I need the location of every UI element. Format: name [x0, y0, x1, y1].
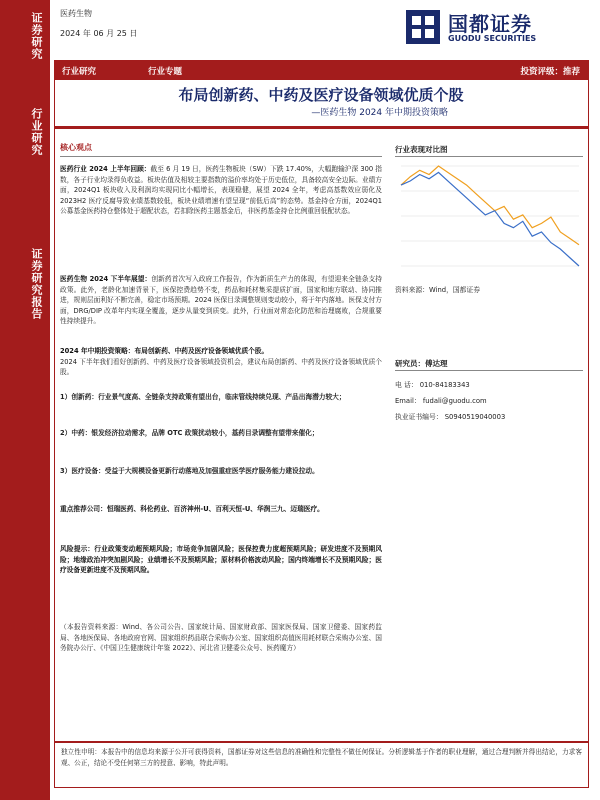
paragraph-strategy [60, 346, 382, 378]
header-date: 2024 年 06 月 25 日 [60, 29, 138, 38]
report-type-band [54, 60, 588, 80]
core-views-heading: 核心观点 [60, 143, 92, 152]
paragraph-h1-review [60, 164, 382, 217]
p1-body: 截至 6 月 19 日，医药生物板块（SW）下跌 17.40%，大幅跑输沪深 300 指数，各子行业均录得负收益。板块估值及相较主要指数的溢价率均处于历史低位，具备较高安全边际。业绩方面，2024Q1 板块收入及利润均实现同比小幅增长，表现稳健，展望 2024 全年，考虑高基数效应弱化及 2023H2 医疗反腐导致业绩基数较低，板块业绩增速有望呈现“前低后高”的态势。基金持仓方面，2024Q1 公募基金医药持仓整体处于超配状态，若扣除医药主题基金后，非医药基金持仓比例重回低配状态。 [60, 165, 382, 216]
paragraph-recommended [60, 504, 382, 515]
performance-chart [395, 160, 585, 280]
left-side-bar [0, 0, 50, 800]
disclaimer-box [54, 742, 589, 788]
analyst-email[interactable]: Email： fudali@guodu.com [395, 397, 487, 405]
p2-heading: 医药生物 2024 下半年展望： [60, 275, 152, 283]
paragraph-innovative-drugs: 1）创新药：行业景气度高、全链条支持政策有望出台，临床管线持续兑现、产品出海潜力较大； [60, 393, 346, 401]
report-title: 布局创新药、中药及医疗设备领域优质个股 [178, 86, 464, 104]
paragraph-devices: 3）医疗设备：受益于大规模设备更新行动落地及加强重症医学医疗服务能力建设拉动。 [60, 467, 319, 475]
analyst-name: 研究员：傅达理 [395, 359, 448, 368]
p1-heading: 医药行业 2024 上半年回顾： [60, 165, 151, 173]
chart-source: 资料来源：Wind，国都证券 [395, 286, 481, 294]
p3-heading: 2024 年中期投资策略：布局创新药、中药及医疗设备领域优质个股。 [60, 347, 269, 355]
sidebar-label-industry-research: 行业研究 [30, 108, 43, 156]
company-logo [404, 6, 584, 50]
paragraph-tcm: 2）中药：银发经济拉动需求，品牌 OTC 政策扰动较小，基药目录调整有望带来催化； [60, 429, 319, 437]
p3-body: 2024 下半年我们看好创新药、中药及医疗设备领域投资机会，建议布局创新药、中药及医疗设备领域优质个股。 [60, 357, 382, 377]
analyst-phone: 电 话： 010-84183343 [395, 381, 470, 389]
p8-body: 行业政策变动超预期风险；市场竞争加剧风险；医保控费力度超预期风险；研发进度不及预期风险；地缘政治冲突加剧风险；业绩增长不及预期风险；原材料价格波动风险；国内终端增长不及预期风险；医疗设备更新进度不及预期风险。 [60, 545, 383, 575]
title-divider [54, 126, 588, 129]
p8-heading: 风险提示： [60, 545, 95, 553]
sidebar-label-securities-research: 证券研究 [30, 12, 43, 60]
chart-title-rule [395, 156, 583, 157]
paragraph-h2-outlook [60, 274, 382, 327]
analyst-rule [395, 370, 583, 371]
p7-body: 恒瑞医药、科伦药业、百济神州-U、百利天恒-U、华润三九、迈瑞医疗。 [106, 505, 324, 513]
logo-text-cn: 国都证券 [448, 12, 532, 36]
analyst-certificate: 执业证书编号： S0940519040003 [395, 413, 506, 421]
paragraph-risks [60, 544, 382, 576]
chart-title: 行业表现对比图 [395, 145, 448, 154]
core-heading-rule [60, 156, 382, 157]
band-label-topic: 行业专题 [148, 67, 183, 77]
p2-body: 创新药首次写入政府工作报告，作为新质生产力的体现，有望迎来全链条支持政策。此外，老龄化加速背景下，医保控费趋势不变，药品和耗材集采提质扩面，国家和地方联动、协同推进，规则层面利好不断完善，稳定市场预期。2024 医保目录调整规则变动较小，将于年内落地。医保支付方面，DRG/DIP 改革年内实现全覆盖，逐步从量变到质变。此外，行业面对常态化防范和治理腐败，合规重要性持续提升。 [60, 275, 382, 326]
logo-mark-icon [404, 8, 442, 46]
band-rating: 投资评级：推荐 [520, 67, 580, 77]
p7-heading: 重点推荐公司： [60, 505, 107, 513]
header-industry: 医药生物 [60, 9, 92, 18]
band-label-industry-research: 行业研究 [62, 67, 97, 77]
report-subtitle: —医药生物 2024 年中期投资策略 [311, 108, 448, 118]
paragraph-sources: （本报告资料来源：Wind、各公司公告、国家统计局、国家财政部、国家医保局、国家卫健委、国家药监局、各地医保局、各地政府官网、国家组织药品联合采购办公室、国家组织高值医用耗材联合采购办公室、国务院办公厅、《中国卫生健康统计年鉴 2022》、河北省卫健委公众号、医药魔方） [60, 623, 382, 653]
sidebar-label-report: 证券研究报告 [30, 248, 43, 320]
disclaimer-text: 独立性申明：本报告中的信息均来源于公开可获得资料，国都证券对这些信息的准确性和完整性不做任何保证。分析逻辑基于作者的职业理解，通过合理判断并得出结论，力求客观、公正，结论不受任何第三方的授意、影响，特此声明。 [61, 748, 582, 767]
logo-text-en: GUODU SECURITIES [448, 34, 537, 43]
